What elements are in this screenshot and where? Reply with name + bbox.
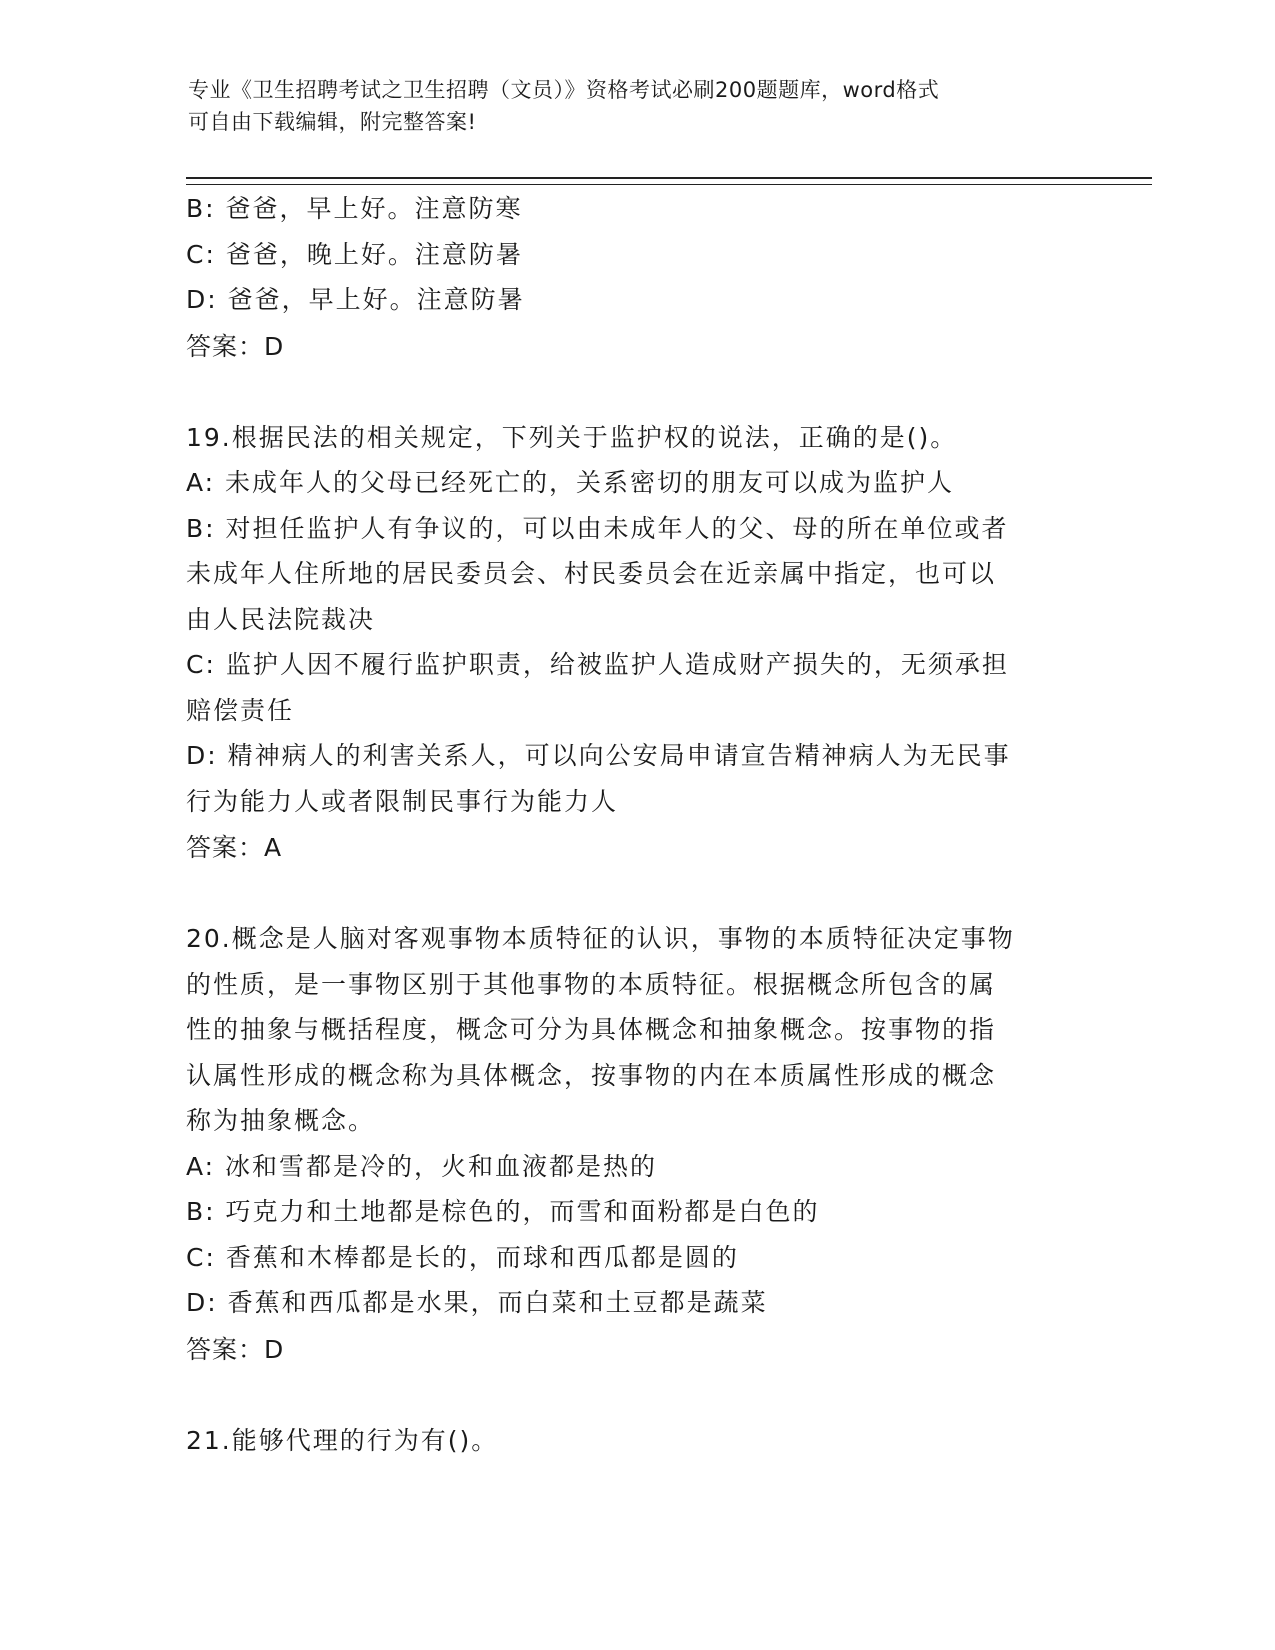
question-stem-continued: 称为抽象概念。 [186,1106,376,1135]
spacer [186,871,1086,916]
option-c: C: 香蕉和木棒都是长的，而球和西瓜都是圆的 [186,1242,739,1272]
page-header [188,74,1068,138]
option-c: C: 爸爸，晚上好。注意防暑 [186,239,523,269]
option-a: A: 未成年人的父母已经死亡的，关系密切的朋友可以成为监护人 [186,468,955,497]
header-line-1: 专业《卫生招聘考试之卫生招聘（文员）》资格考试必刷200题题库，word格式 [188,78,940,102]
option-d-continued: 行为能力人或者限制民事行为能力人 [186,786,619,816]
spacer [186,1373,1086,1418]
option-d: D: 精神病人的利害关系人，可以向公安局申请宣告精神病人为无民事 [186,741,1011,770]
header-line-2: 可自由下载编辑，附完整答案! [188,110,477,134]
header-divider [186,177,1152,185]
question-stem-continued: 性的抽象与概括程度，概念可分为具体概念和抽象概念。按事物的指 [186,1015,997,1044]
question-18 [186,186,1086,370]
option-b-continued: 由人民法院裁决 [186,604,376,634]
question-list [186,186,1086,1463]
question-stem: 21.能够代理的行为有()。 [186,1425,499,1455]
question-stem: 20.概念是人脑对客观事物本质特征的认识，事物的本质特征决定事物 [186,924,1015,953]
question-stem-continued: 的性质，是一事物区别于其他事物的本质特征。根据概念所包含的属 [186,969,997,999]
option-b: B: 对担任监护人有争议的，可以由未成年人的父、母的所在单位或者 [186,513,1009,543]
question-20 [186,916,1086,1373]
answer: 答案：A [186,833,283,862]
option-d: D: 爸爸，早上好。注意防暑 [186,285,525,314]
answer: 答案：D [186,1334,285,1364]
answer: 答案：D [186,331,285,361]
option-d: D: 香蕉和西瓜都是水果，而白菜和土豆都是蔬菜 [186,1288,768,1317]
option-b: B: 爸爸，早上好。注意防寒 [186,194,523,223]
question-19 [186,415,1086,872]
question-stem: 19.根据民法的相关规定，下列关于监护权的说法，正确的是()。 [186,422,958,452]
question-21 [186,1418,1086,1464]
option-c-continued: 赔偿责任 [186,695,295,725]
spacer [186,370,1086,415]
option-a: A: 冰和雪都是冷的，火和血液都是热的 [186,1151,658,1181]
option-c: C: 监护人因不履行监护职责，给被监护人造成财产损失的，无须承担 [186,650,1009,679]
option-b: B: 巧克力和土地都是棕色的，而雪和面粉都是白色的 [186,1197,820,1226]
question-stem-continued: 认属性形成的概念称为具体概念，按事物的内在本质属性形成的概念 [186,1060,997,1090]
option-b-continued: 未成年人住所地的居民委员会、村民委员会在近亲属中指定，也可以 [186,559,997,588]
